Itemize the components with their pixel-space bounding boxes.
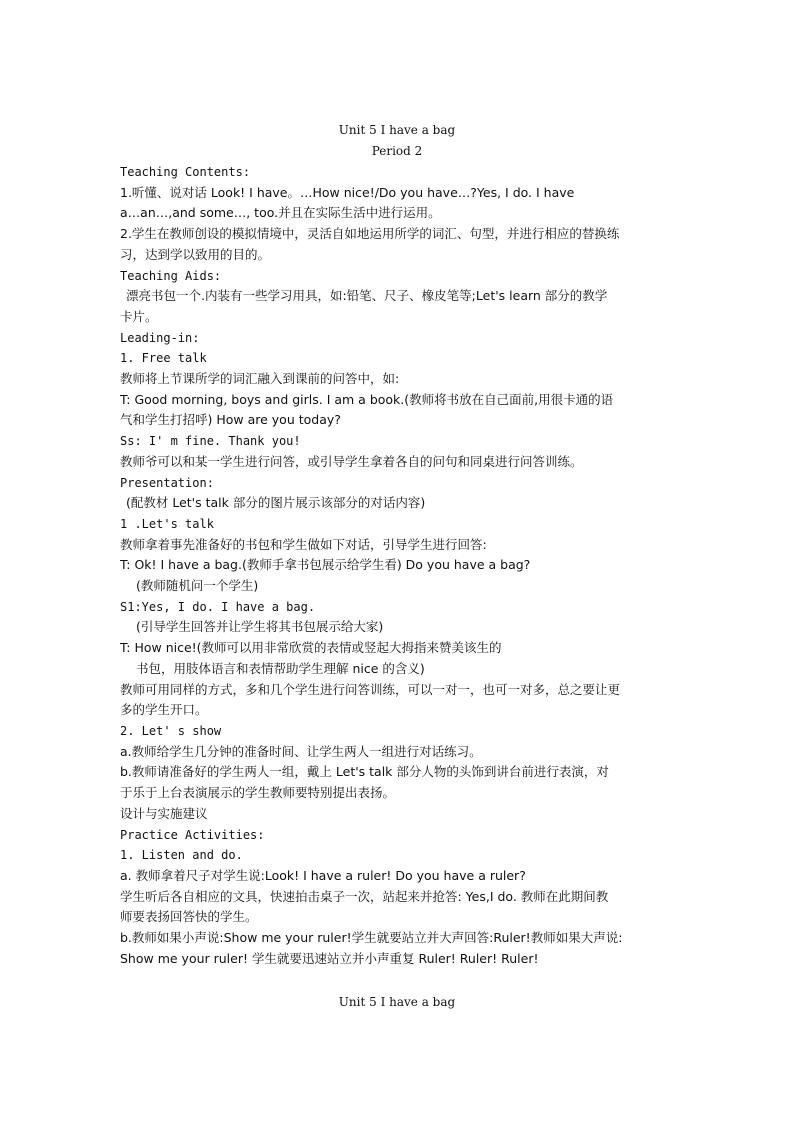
subheading-free-talk: 1. Free talk <box>120 351 207 366</box>
body-line: T: Good morning, boys and girls. I am a book.(教师将书放在自己面前,用很卡通的语 <box>120 391 614 407</box>
section-heading-presentation: Presentation: <box>120 475 214 490</box>
body-line: 师要表扬回答快的学生。 <box>120 909 258 925</box>
body-line: 教师将上节课所学的词汇融入到课前的问答中，如: <box>120 371 400 387</box>
body-line: Ss: I' m fine. Thank you! <box>120 434 301 449</box>
subheading-lets-show: 2. Let' s show <box>120 723 222 738</box>
body-line: Show me your ruler! 学生就要迅速站立并小声重复 Ruler! Ruler! Ruler! <box>120 950 539 966</box>
body-line: 教师可用同样的方式，多和几个学生进行问答训练，可以一对一，也可一对多，总之要让更 <box>120 681 621 697</box>
body-line: 于乐于上台表演展示的学生教师要特别提出表扬。 <box>120 785 396 801</box>
body-line: T: How nice!(教师可以用非常欣赏的表情或竖起大拇指来赞美该生的 <box>120 640 502 656</box>
body-line: 漂亮书包一个.内装有一些学习用具，如:铅笔、尺子、橡皮笔等;Let's learn 部分的教学 <box>126 288 608 304</box>
document-subtitle: Period 2 <box>371 144 423 158</box>
section-heading-practice-activities: Practice Activities: <box>120 827 265 842</box>
body-line: 习，达到学以致用的目的。 <box>120 246 271 262</box>
subheading-lets-talk: 1 .Let's talk <box>120 516 214 531</box>
document-body <box>120 162 675 969</box>
page-header <box>0 120 794 162</box>
section-heading-design-suggestions: 设计与实施建议 <box>120 805 208 821</box>
body-line: 卡片。 <box>120 308 158 324</box>
body-line: 教师爷可以和某一学生进行问答，或引导学生拿着各自的问句和同桌进行问答训练。 <box>120 453 583 469</box>
page-footer <box>0 992 794 1012</box>
body-line: 学生听后各自相应的文具，快速拍击桌子一次，站起来并抢答: Yes,I do. 教师在此期间教 <box>120 888 609 904</box>
section-heading-teaching-aids: Teaching Aids: <box>120 268 222 283</box>
body-line: 书包，用肢体语言和表情帮助学生理解 nice 的含义) <box>136 660 425 676</box>
body-line: 气和学生打招呼) How are you today? <box>120 412 341 428</box>
body-line: a.教师给学生几分钟的准备时间、让学生两人一组进行对话练习。 <box>120 743 482 759</box>
body-line: (教师随机问一个学生) <box>136 578 259 594</box>
body-line: 2.学生在教师创设的模拟情境中，灵活自如地运用所学的词汇、句型，并进行相应的替换练 <box>120 226 620 242</box>
body-line: (配教材 Let's talk 部分的图片展示该部分的对话内容) <box>126 495 426 511</box>
subheading-listen-and-do: 1. Listen and do. <box>120 848 243 863</box>
footer-title: Unit 5 I have a bag <box>338 995 456 1009</box>
body-line: 1.听懂、说对话 Look! I have。…How nice!/Do you have…?Yes, I do. I have <box>120 184 575 200</box>
body-line: 教师拿着事先准备好的书包和学生做如下对话，引导学生进行回答: <box>120 536 487 552</box>
body-line: T: Ok! I have a bag.(教师手拿书包展示给学生看) Do you have a bag? <box>120 557 531 573</box>
body-line: (引导学生回答并让学生将其书包展示给大家) <box>136 619 384 635</box>
body-line: b.教师请准备好的学生两人一组，戴上 Let's talk 部分人物的头饰到讲台前进行表演，对 <box>120 764 609 780</box>
body-line: a…an…,and some…, too.并且在实际生活中进行运用。 <box>120 205 441 221</box>
body-line: S1:Yes, I do. I have a bag. <box>120 599 316 614</box>
section-heading-leading-in: Leading-in: <box>120 330 200 345</box>
body-line: b.教师如果小声说:Show me your ruler!学生就要站立并大声回答:Ruler!教师如果大声说: <box>120 930 623 946</box>
section-heading-teaching-contents: Teaching Contents: <box>120 165 251 179</box>
body-line: a. 教师拿着尺子对学生说:Look! I have a ruler! Do you have a ruler? <box>120 867 526 883</box>
body-line: 多的学生开口。 <box>120 702 208 718</box>
document-title: Unit 5 I have a bag <box>338 123 456 137</box>
